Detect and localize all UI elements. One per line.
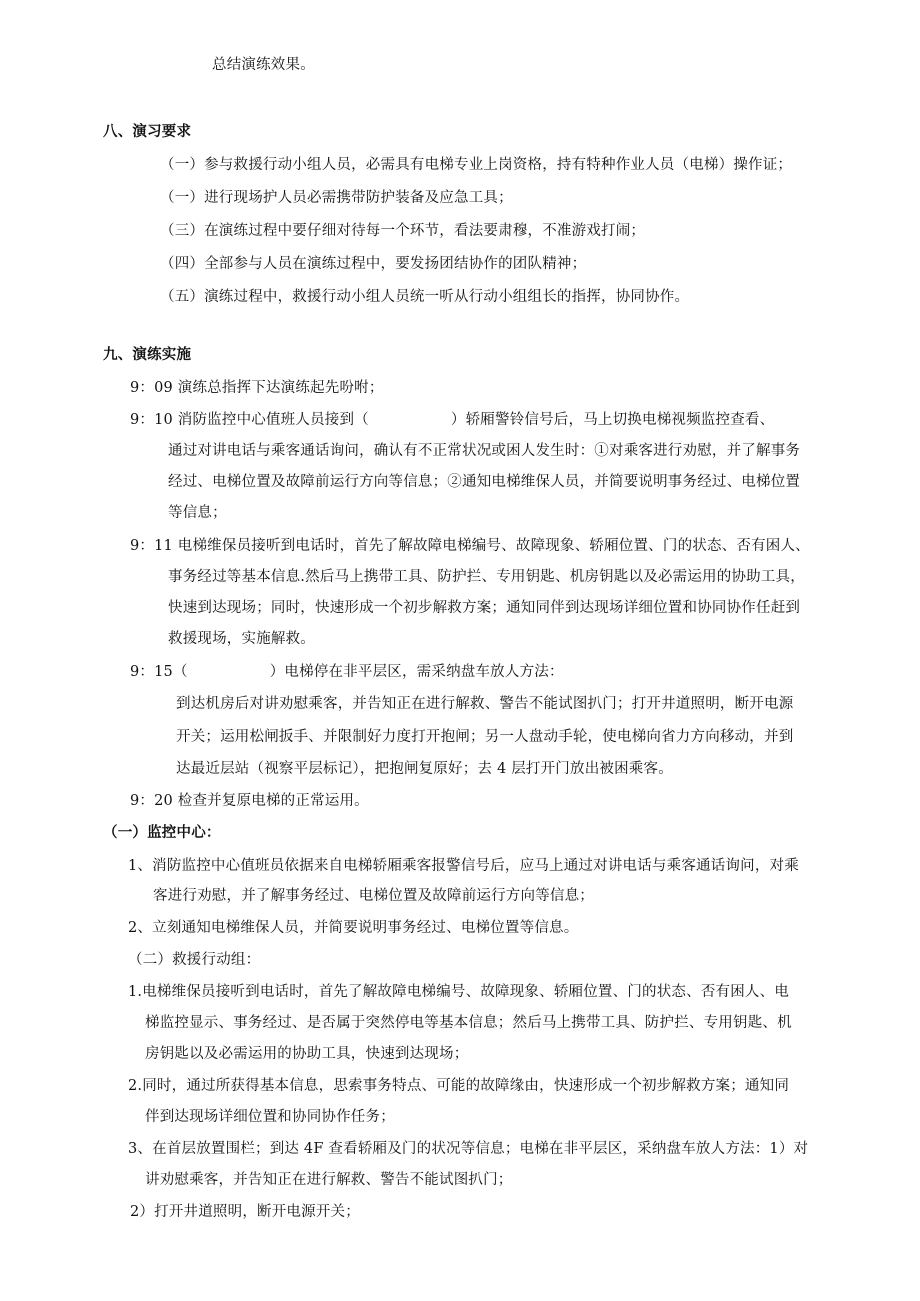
timeline-911-line: 救援现场，实施解救。 (168, 631, 315, 647)
timeline-909: 9：09 演练总指挥下达演练起先吩咐； (130, 380, 384, 396)
monitor-center-heading: （一）监控中心： (103, 825, 221, 841)
requirement-item: （一）进行现场护人员必需携带防护装备及应急工具； (160, 190, 513, 206)
timeline-911-line: 快速到达现场；同时，快速形成一个初步解救方案；通知同伴到达现场详细位置和协同协作任赶到 (168, 600, 801, 616)
monitor-item-line: 2、立刻通知电梯维保人员，并简要说明事务经过、电梯位置等信息。 (128, 920, 579, 936)
timeline-910-suffix: ）轿厢警铃信号后，马上切换电梯视频监控查看、 (450, 412, 775, 428)
section-9-heading: 九、演练实施 (103, 347, 192, 363)
timeline-910-line: 通过对讲电话与乘客通话询问，确认有不正常状况或困人发生时：①对乘客进行劝慰，并了解事务 (168, 443, 801, 459)
timeline-915 (130, 662, 564, 682)
timeline-920: 9：20 检查并复原电梯的正常运用。 (130, 793, 369, 809)
rescue-item-line: 1.电梯维保员接听到电话时，首先了解故障电梯编号、故障现象、轿厢位置、门的状态、否有困人、电 (128, 984, 790, 1000)
rescue-item-line: 讲劝慰乘客，并告知正在进行解救、警告不能试图扒门； (145, 1172, 513, 1188)
monitor-item-line: 客进行劝慰，并了解事务经过、电梯位置及故障前运行方向等信息； (153, 888, 594, 904)
timeline-910-prefix: 9：10 消防监控中心值班人员接到（ (130, 412, 369, 428)
rescue-item-line: 梯监控显示、事务经过、是否属于突然停电等基本信息；然后马上携带工具、防护拦、专用钥匙、机 (145, 1015, 792, 1031)
requirement-item: （三）在演练过程中要仔细对待每一个环节，看法要肃穆，不准游戏打闹； (160, 223, 646, 239)
requirement-item: （一）参与救援行动小组人员，必需具有电梯专业上岗资格，持有特种作业人员（电梯）操作证； (160, 157, 793, 173)
timeline-911-line: 事务经过等基本信息.然后马上携带工具、防护拦、专用钥匙、机房钥匙以及必需运用的协助工具， (168, 569, 805, 585)
timeline-911-line: 9：11 电梯维保员接听到电话时，首先了解故障电梯编号、故障现象、轿厢位置、门的状态、否有困人、 (130, 538, 810, 554)
summary-line: 总结演练效果。 (212, 57, 315, 73)
section-8-heading: 八、演习要求 (103, 124, 192, 140)
rescue-item-line: 2）打开井道照明，断开电源开关； (130, 1204, 360, 1220)
requirement-item: （四）全部参与人员在演练过程中，要发扬团结协作的团队精神； (160, 256, 587, 272)
rescue-item-line: 伴到达现场详细位置和协同协作任务； (145, 1109, 395, 1125)
rescue-item-line: 3、在首层放置围栏；到达 4F 查看轿厢及门的状况等信息；电梯在非平层区，采纳盘车放人方法：1）对 (128, 1141, 809, 1157)
requirement-item: （五）演练过程中，救援行动小组人员统一听从行动小组组长的指挥，协同协作。 (160, 289, 690, 305)
rescue-item-line: 2.同时，通过所获得基本信息，思索事务特点、可能的故障缘由，快速形成一个初步解救方案；通知同 (128, 1078, 790, 1094)
timeline-910-line: 等信息； (168, 505, 227, 521)
timeline-915-suffix: ）电梯停在非平层区，需采纳盘车放人方法： (269, 664, 564, 680)
timeline-910-line: 经过、电梯位置及故障前运行方向等信息；②通知电梯维保人员，并简要说明事务经过、电梯位置 (168, 474, 801, 490)
timeline-915-line: 达最近层站（视察平层标记），把抱闸复原好；去 4 层打开门放出被困乘客。 (176, 761, 673, 777)
rescue-item-line: 房钥匙以及必需运用的协助工具，快速到达现场； (145, 1046, 469, 1062)
timeline-915-line: 开关；运用松闸扳手、并限制好力度打开抱闸；另一人盘动手轮，使电梯向省力方向移动，并到 (176, 729, 794, 745)
timeline-915-line: 到达机房后对讲劝慰乘客，并告知正在进行解救、警告不能试图扒门；打开井道照明，断开电源 (176, 696, 794, 712)
timeline-915-prefix: 9：15（ (130, 664, 188, 680)
timeline-910 (130, 410, 774, 430)
monitor-item-line: 1、消防监控中心值班员依据来自电梯轿厢乘客报警信号后，应马上通过对讲电话与乘客通话询问，对乘 (128, 858, 799, 874)
rescue-team-heading: （二）救援行动组： (128, 952, 261, 968)
